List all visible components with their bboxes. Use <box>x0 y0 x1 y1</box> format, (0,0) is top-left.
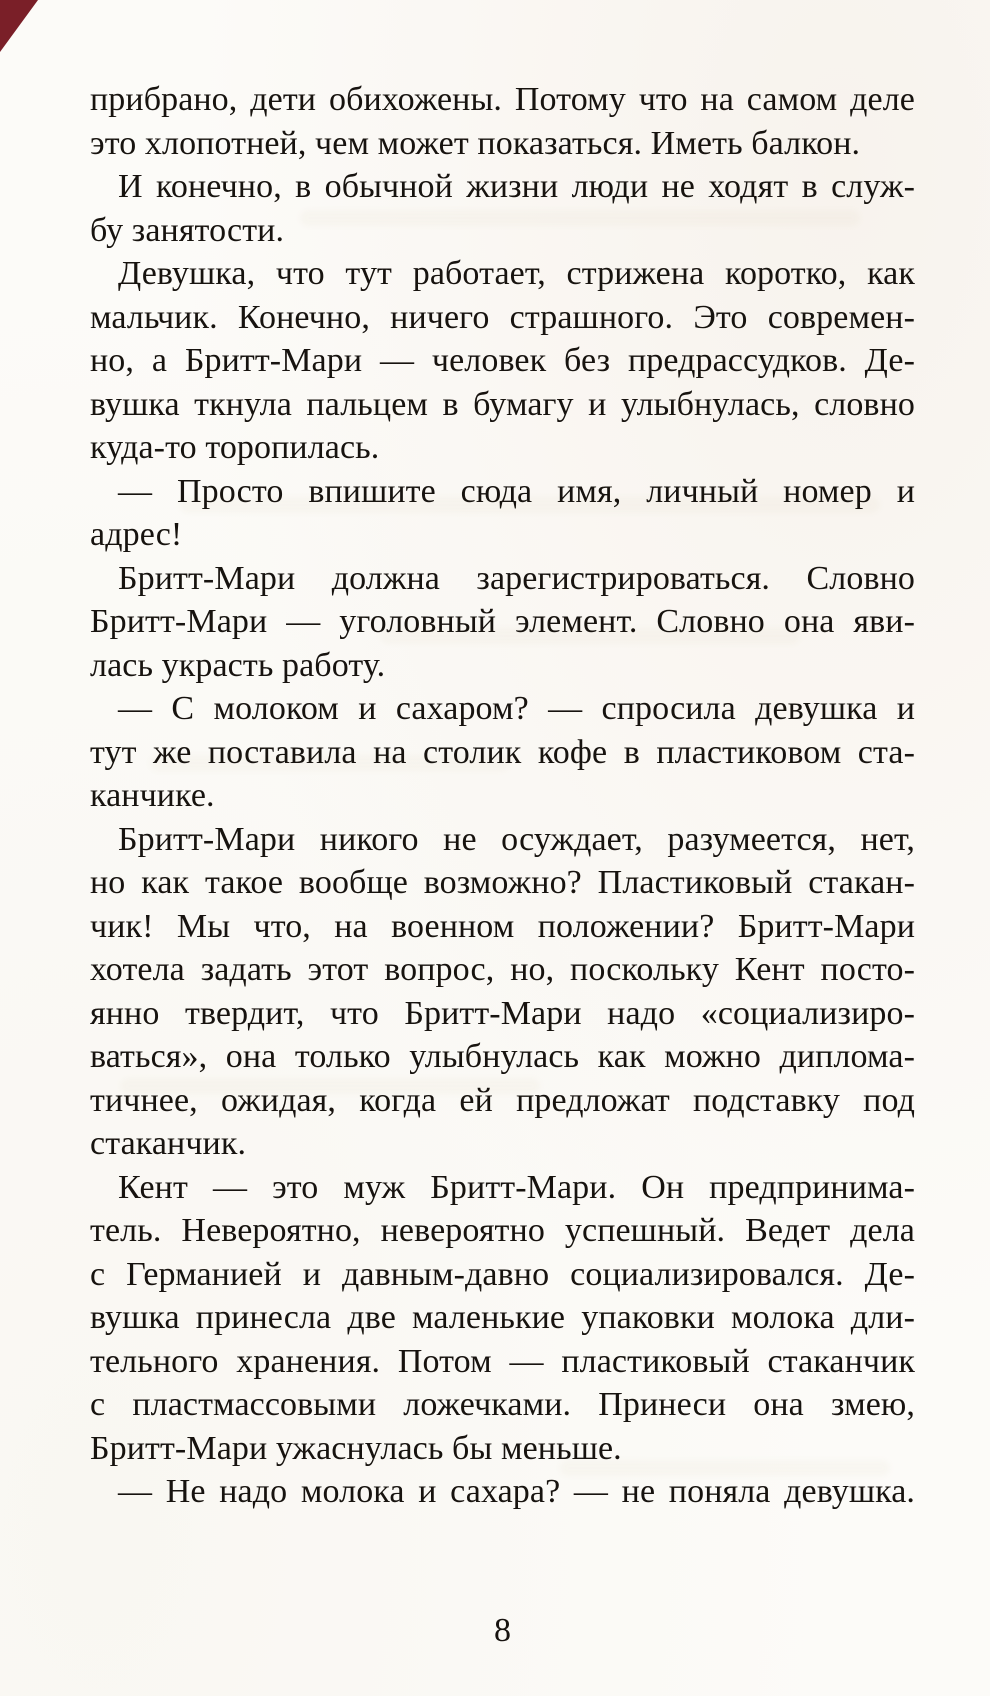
text-line: вушка ткнула пальцем в бумагу и улыбнулась, словно <box>90 385 915 423</box>
text-line: тичнее, ожидая, когда ей предложат подставку под <box>90 1081 915 1119</box>
text-line: янно твердит, что Бритт-Мари надо «социализиро- <box>90 994 915 1032</box>
text-line: Бритт-Мари ужаснулась бы меньше. <box>90 1429 622 1467</box>
text-line: с Германией и давным-давно социализировался. Де- <box>90 1255 915 1293</box>
paragraph <box>90 252 915 470</box>
text-line: но как такое вообще возможно? Пластиковый стакан- <box>90 864 915 901</box>
text-line: И конечно, в обычной жизни люди не ходят в служ- <box>118 168 915 205</box>
paragraph <box>90 557 915 688</box>
paragraph <box>90 1166 915 1471</box>
paragraph <box>90 165 915 252</box>
text-line: мальчик. Конечно, ничего страшного. Это современ- <box>90 298 915 336</box>
text-line: адрес! <box>90 516 183 553</box>
text-line: — Не надо молока и сахара? — не поняла девушка. <box>118 1473 915 1510</box>
text-line: Бритт-Мари никого не осуждает, разумеется, нет, <box>118 820 915 858</box>
paragraph <box>90 470 915 557</box>
page-number: 8 <box>494 1612 511 1649</box>
paragraph <box>90 818 915 1166</box>
text-line: куда-то торопилась. <box>90 429 380 466</box>
text-line: Кент — это муж Бритт-Мари. Он предпринима- <box>118 1168 915 1206</box>
text-line: прибрано, дети обихожены. Потому что на самом деле <box>90 81 915 118</box>
body-text <box>90 78 915 1514</box>
text-line: Девушка, что тут работает, стрижена коротко, как <box>118 255 915 292</box>
text-line: канчике. <box>90 777 215 814</box>
text-line: бу занятости. <box>90 211 285 249</box>
paragraph <box>90 78 915 165</box>
text-line: чик! Мы что, на военном положении? Бритт-Мари <box>90 907 915 945</box>
text-line: но, а Бритт-Мари — человек без предрассудков. Де- <box>90 342 915 379</box>
text-line: стаканчик. <box>90 1125 247 1162</box>
text-line: лась украсть работу. <box>90 646 386 684</box>
text-line: с пластмассовыми ложечками. Принеси она змею, <box>90 1386 915 1423</box>
text-line: тель. Невероятно, невероятно успешный. Ведет дела <box>90 1212 915 1249</box>
text-line: тельного хранения. Потом — пластиковый стаканчик <box>90 1342 915 1380</box>
text-line: Бритт-Мари должна зарегистрироваться. Словно <box>118 559 915 597</box>
text-line: Бритт-Мари — уголовный элемент. Словно она яви- <box>90 603 915 640</box>
text-line: — С молоком и сахаром? — спросила девушка и <box>118 690 915 727</box>
paragraph <box>90 1470 915 1514</box>
scanned-cover-corner <box>0 0 38 52</box>
text-line: хотела задать этот вопрос, но, поскольку Кент посто- <box>90 951 915 988</box>
text-line: вушка принесла две маленькие упаковки молока дли- <box>90 1299 915 1336</box>
text-line: — Просто впишите сюда имя, личный номер и <box>118 472 915 510</box>
text-line: тут же поставила на столик кофе в пластиковом ста- <box>90 733 915 771</box>
paragraph <box>90 687 915 818</box>
text-line: это хлопотней, чем может показаться. Иметь балкон. <box>90 124 861 162</box>
text-line: ваться», она только улыбнулась как можно диплома- <box>90 1038 915 1075</box>
